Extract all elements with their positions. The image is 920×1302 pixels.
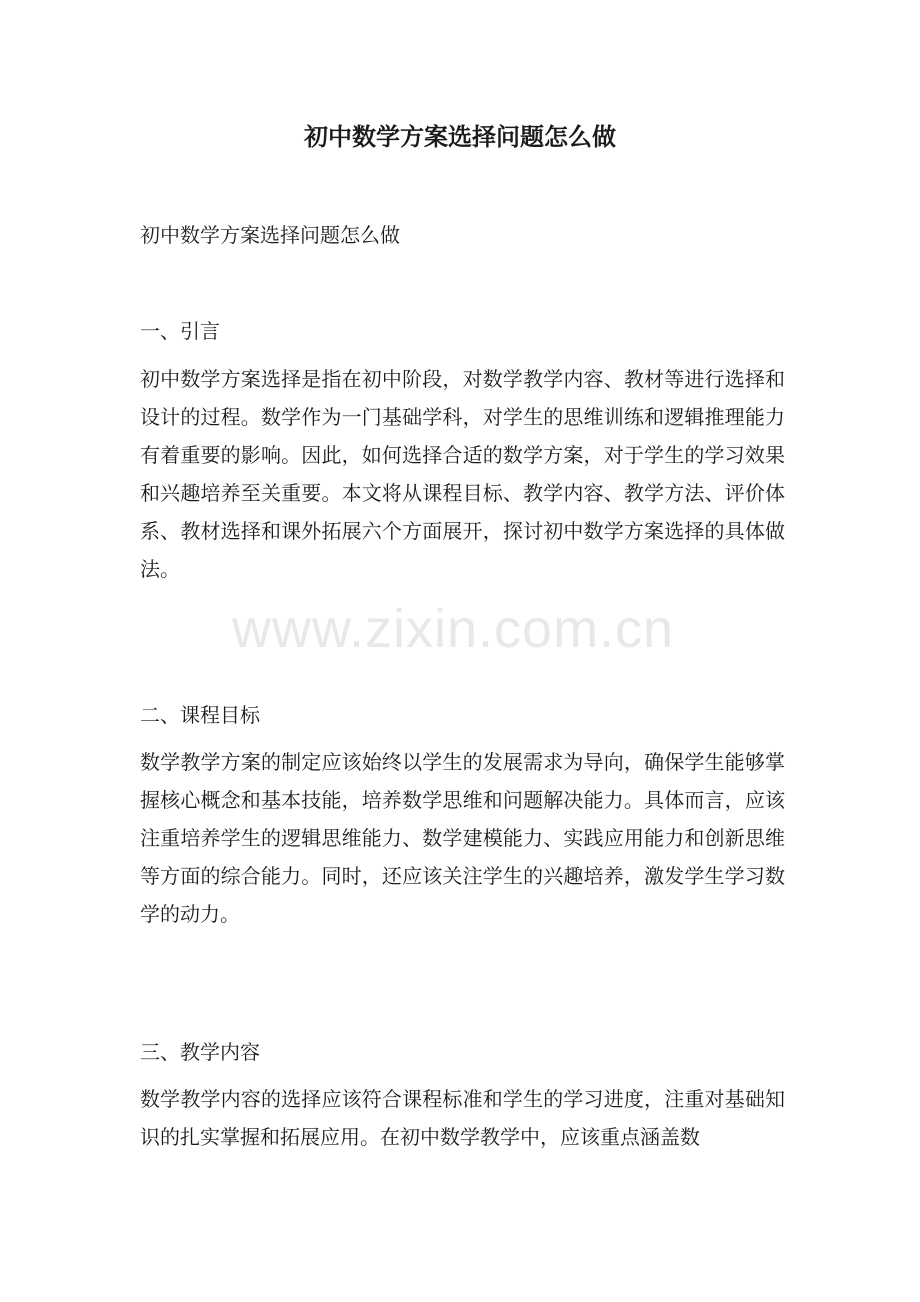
document-title: 初中数学方案选择问题怎么做	[304, 122, 616, 151]
section-heading-introduction: 一、引言	[140, 319, 220, 343]
section-paragraph-teaching-content: 数学教学内容的选择应该符合课程标准和学生的学习进度，注重对基础知识的扎实掌握和拓展应用。在初中数学教学中，应该重点涵盖数	[140, 1087, 785, 1149]
section-paragraph-introduction: 初中数学方案选择是指在初中阶段，对数学教学内容、教材等进行选择和设计的过程。数学作为一门基础学科，对学生的思维训练和逻辑推理能力有着重要的影响。因此，如何选择合适的数学方案，对于学生的学习效果和兴趣培养至关重要。本文将从课程目标、教学内容、教学方法、评价体系、教材选择和课外拓展六个方面展开，探讨初中数学方案选择的具体做法。	[140, 367, 785, 581]
section-heading-course-goals: 二、课程目标	[140, 703, 260, 727]
section-paragraph-course-goals: 数学教学方案的制定应该始终以学生的发展需求为导向，确保学生能够掌握核心概念和基本技能，培养数学思维和问题解决能力。具体而言，应该注重培养学生的逻辑思维能力、数学建模能力、实践应用能力和创新思维等方面的综合能力。同时，还应该关注学生的兴趣培养，激发学生学习数学的动力。	[140, 750, 785, 926]
document-subtitle: 初中数学方案选择问题怎么做	[140, 223, 400, 247]
section-heading-teaching-content: 三、教学内容	[140, 1040, 260, 1064]
watermark: www.zixin.com.cn	[232, 599, 675, 659]
